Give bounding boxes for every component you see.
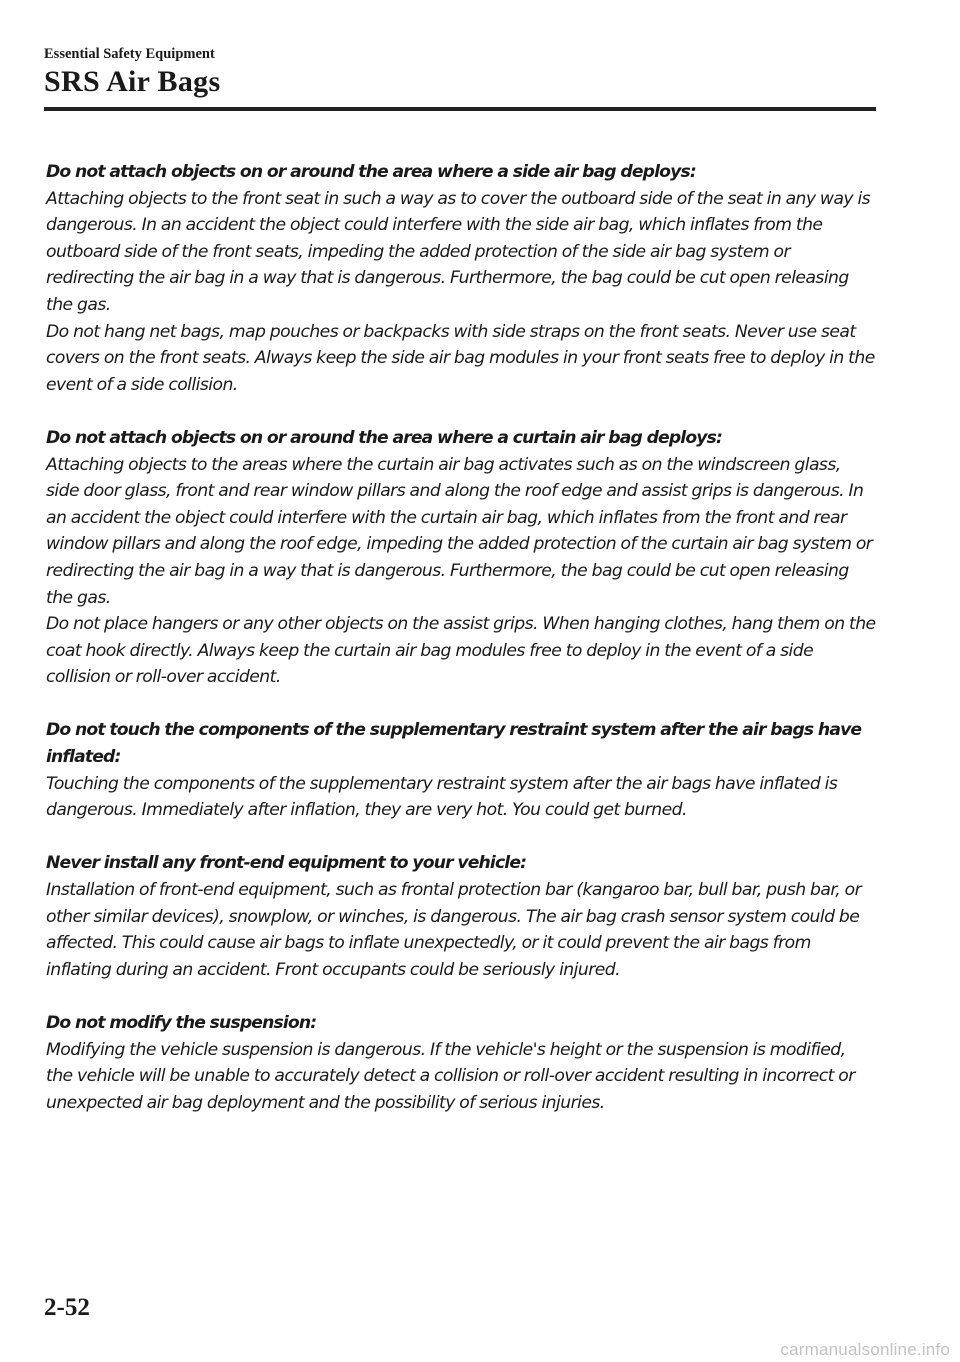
warning-paragraph: Attaching objects to the front seat in such a way as to cover the outboard side of the seat in any way is dangerous. In an accident the object could interfere with the side air bag, which inflates from the outboard side of the front seats, impeding the added protection of the side air bag system or redirecting the air bag in a way that is dangerous. Furthermore, the bag could be cut open releasing the gas. <box>46 188 871 315</box>
warning-paragraph: Touching the components of the supplementary restraint system after the air bags have inflated is dangerous. Immediately after inflation, they are very hot. You could get burned. <box>46 773 838 821</box>
page-number: 2-52 <box>44 1294 90 1321</box>
warning-paragraph: Attaching objects to the areas where the curtain air bag activates such as on the windscreen glass, side door glass, front and rear window pillars and along the roof edge and assist grips is dangerous. In an accident the object could interfere with the curtain air bag, which inflates from the front and rear window pillars and along the roof edge, impeding the added protection of the curtain air bag system or redirecting the air bag in a way that is dangerous. Furthermore, the bag could be cut open releasing the gas. <box>46 454 873 608</box>
watermark: carmanualsonline.info <box>780 1340 950 1359</box>
warning-heading: Do not touch the components of the supplementary restraint system after the air bags have inflated: <box>46 720 862 768</box>
warning-paragraph: Do not place hangers or any other objects on the assist grips. When hanging clothes, hang them on the coat hook directly. Always keep the curtain air bag modules free to deploy in the event of a side collision or roll-over accident. <box>46 614 876 688</box>
warning-suspension <box>46 1010 876 1116</box>
page-title: SRS Air Bags <box>44 65 221 98</box>
warning-paragraph: Installation of front-end equipment, such as frontal protection bar (kangaroo bar, bull bar, push bar, or other similar devices), snowplow, or winches, is dangerous. The air bag crash sensor system could be affected. This could cause air bags to inflate unexpectedly, or it could prevent the air bags from inflating during an accident. Front occupants could be seriously injured. <box>46 880 862 980</box>
warning-heading: Never install any front-end equipment to your vehicle: <box>46 853 527 874</box>
header-rule <box>44 107 876 111</box>
warning-side-air-bag <box>46 159 876 398</box>
warning-srs-components <box>46 717 876 823</box>
section-label: Essential Safety Equipment <box>44 46 215 62</box>
warning-heading: Do not modify the suspension: <box>46 1013 317 1033</box>
warning-heading: Do not attach objects on or around the area where a curtain air bag deploys: <box>46 427 723 448</box>
warning-front-end-equipment <box>46 850 876 983</box>
warning-curtain-air-bag <box>46 425 876 691</box>
warning-paragraph: Do not hang net bags, map pouches or backpacks with side straps on the front seats. Never use seat covers on the front seats. Always keep the side air bag modules in your front seats free to deploy in the event of a side collision. <box>46 321 875 395</box>
page-header <box>44 46 876 99</box>
warning-paragraph: Modifying the vehicle suspension is dangerous. If the vehicle's height or the suspension is modified, the vehicle will be unable to accurately detect a collision or roll-over accident resulting in incorrect or unexpected air bag deployment and the possibility of serious injuries. <box>46 1039 855 1113</box>
page-content <box>46 159 876 1143</box>
warning-heading: Do not attach objects on or around the area where a side air bag deploys: <box>46 162 696 182</box>
